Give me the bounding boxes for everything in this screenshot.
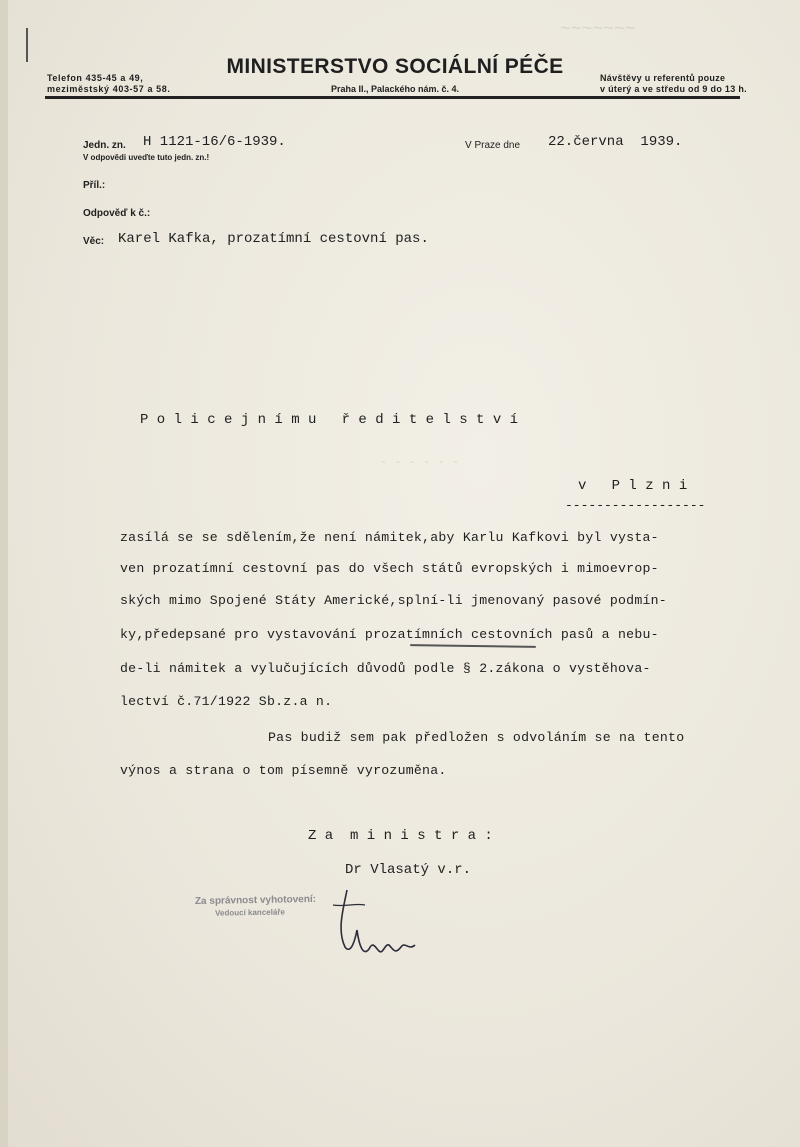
reference-number: H 1121-16/6-1939. [143,134,286,150]
body-line-5: de-li námitek a vylučujících důvodů podle § 2.zákona o vystěhova- [120,661,651,676]
addressee-underline: ------------------ [565,498,706,513]
phone-line-1: Telefon 435-45 a 49, [47,73,144,83]
bleed-through-mark: - - - - - - [380,455,460,469]
body-line-3: ských mimo Spojené Státy Americké,splní-li jmenovaný pasové podmín- [120,593,667,608]
handwritten-underline [410,644,536,648]
body-para2-line-2: výnos a strana o tom písemně vyrozuměna. [120,763,447,778]
certification-stamp [195,894,317,920]
reference-note: V odpovědi uveďte tuto jedn. zn.! [83,153,210,162]
place-label: V Praze dne [465,140,521,151]
staple-mark [26,28,28,62]
letterhead-rule [45,96,740,99]
page-edge [0,0,8,1147]
handwritten-signature [325,885,425,965]
stamp-line-1: Za správnost vyhotovení: [194,893,317,908]
letterhead-title: MINISTERSTVO SOCIÁLNÍ PÉČE [226,55,564,78]
addressee-city: v P l z n i [578,478,688,494]
visits-line-2: v úterý a ve středu od 9 do 13 h. [600,84,747,94]
body-line-2: ven prozatímní cestovní pas do všech států evropských i mimoevrop- [120,561,659,576]
reference-label: Jedn. zn. [83,140,126,151]
body-line-4: ky,předepsané pro vystavování prozatímních cestovních pasů a nebu- [120,627,659,642]
bleed-through-mark: ~~~~~~~ [560,20,636,40]
stamp-line-2: Vedoucí kanceláře [215,907,285,918]
letter-date: 22.června 1939. [548,134,683,150]
visits-line-1: Návštěvy u referentů pouze [600,73,726,83]
body-para2-line-1: Pas budiž sem pak předložen s odvoláním se na tento [268,730,685,745]
subject-label: Věc: [83,236,105,247]
body-line-1: zasílá se se sdělením,že není námitek,aby Karlu Kafkovi byl vysta- [120,530,659,545]
letterhead-address: Praha II., Palackého nám. č. 4. [330,84,460,94]
attachments-label: Příl.: [83,180,106,191]
letterhead-phone [47,73,170,95]
subject-value: Karel Kafka, prozatímní cestovní pas. [118,231,429,247]
letterhead-visits [600,73,747,95]
addressee-name: P o l i c e j n í m u ř e d i t e l s t v í [140,412,519,428]
signer-name: Dr Vlasatý v.r. [345,862,472,878]
phone-line-2: meziměstský 403-57 a 58. [47,84,171,94]
reply-to-label: Odpověď k č.: [83,208,151,219]
for-minister-line: Z a m i n i s t r a : [308,828,493,844]
body-line-6: lectví č.71/1922 Sb.z.a n. [120,694,333,709]
